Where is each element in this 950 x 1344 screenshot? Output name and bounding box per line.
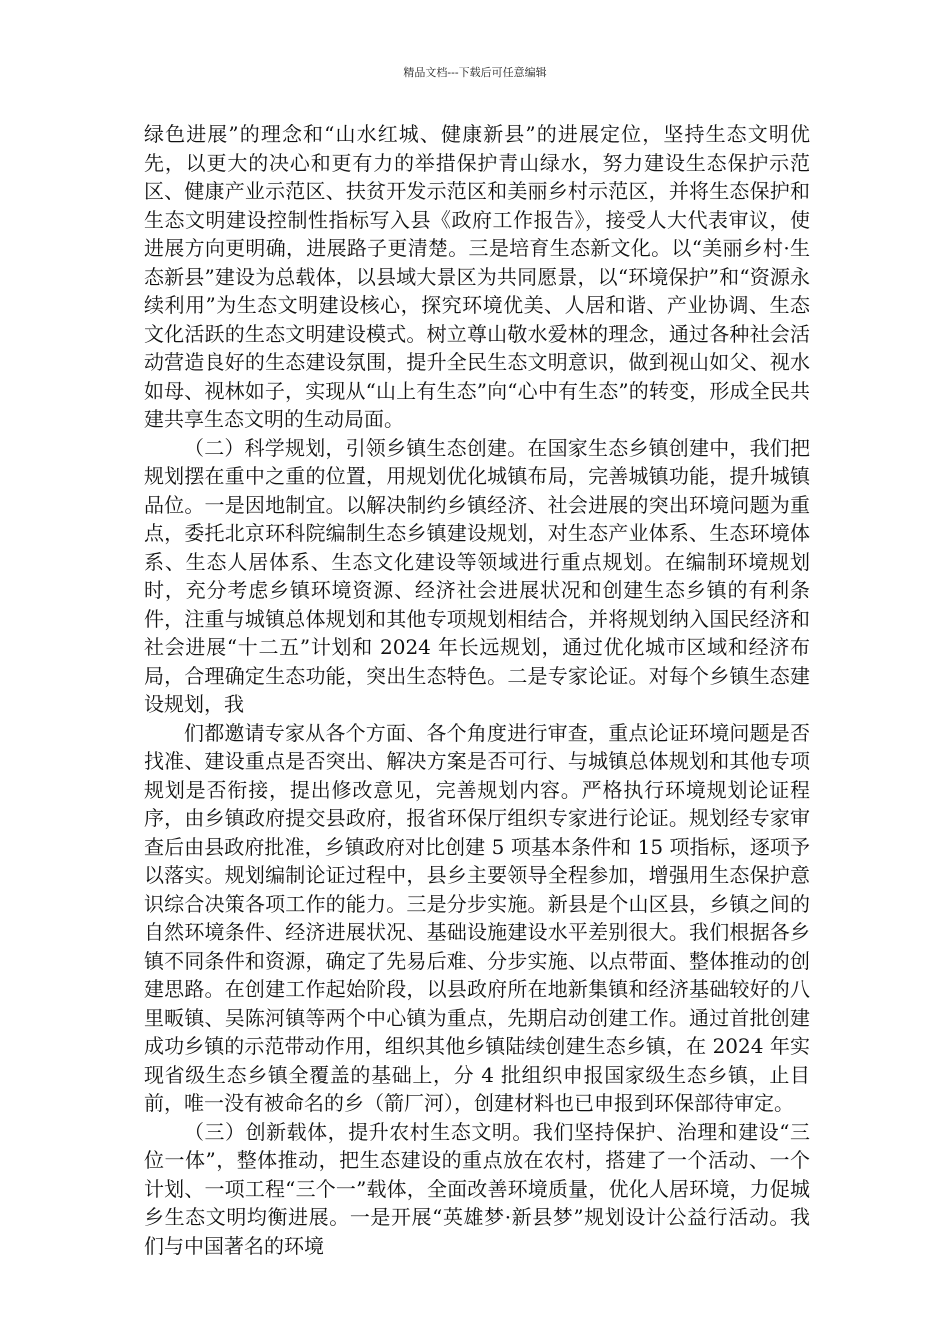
paragraph-2: （二）科学规划，引领乡镇生态创建。在国家生态乡镇创建中，我们把规划摆在重中之重的位置，用规划优化城镇布局，完善城镇功能，提升城镇品位。一是因地制宜。以解决制约乡镇经济、社会进展的突出环境问题为重点，委托北京环科院编制生态乡镇建设规划，对生态产业体系、生态环境体系、生态人居体系、生态文化建设等领域进行重点规划。在编制环境规划时，充分考虑乡镇环境资源、经济社会进展状况和创建生态乡镇的有利条件，注重与城镇总体规划和其他专项规划相结合，并将规划纳入国民经济和社会进展“十二五”计划和 2024 年长远规划，通过优化城市区域和经济布局，合理确定生态功能，突出生态特色。二是专家论证。对每个乡镇生态建设规划，我	[144, 435, 810, 716]
paragraph-4: （三）创新载体，提升农村生态文明。我们坚持保护、治理和建设“三位一体”，整体推动，把生态建设的重点放在农村，搭建了一个活动、一个计划、一项工程“三个一”载体，全面改善环境质量，优化人居环境，力促城乡生态文明均衡进展。一是开展“英雄梦·新县梦”规划设计公益行活动。我们与中国著名的环境	[144, 1119, 810, 1258]
document-body	[144, 120, 810, 1260]
paragraph-3: 们都邀请专家从各个方面、各个角度进行审查，重点论证环境问题是否找准、建设重点是否突出、解决方案是否可行、与城镇总体规划和其他专项规划是否衔接，提出修改意见，完善规划内容。严格执行环境规划论证程序，由乡镇政府提交县政府，报省环保厅组织专家进行论证。规划经专家审查后由县政府批准，乡镇政府对比创建 5 项基本条件和 15 项指标，逐项予以落实。规划编制论证过程中，县乡主要领导全程参加，增强用生态保护意识综合决策各项工作的能力。三是分步实施。新县是个山区县，乡镇之间的自然环境条件、经济进展状况、基础设施建设水平差别很大。我们根据各乡镇不同条件和资源，确定了先易后难、分步实施、以点带面、整体推动的创建思路。在创建工作起始阶段，以县政府所在地新集镇和经济基础较好的八里畈镇、吴陈河镇等两个中心镇为重点，先期启动创建工作。通过首批创建成功乡镇的示范带动作用，组织其他乡镇陆续创建生态乡镇，在 2024 年实现省级生态乡镇全覆盖的基础上，分 4 批组织申报国家级生态乡镇，止目前，唯一没有被命名的乡（箭厂河），创建材料也已申报到环保部待审定。	[144, 720, 810, 1115]
paragraph-1: 绿色进展”的理念和“山水红城、健康新县”的进展定位，坚持生态文明优先，以更大的决心和更有力的举措保护青山绿水，努力建设生态保护示范区、健康产业示范区、扶贫开发示范区和美丽乡村示范区，并将生态保护和生态文明建设控制性指标写入县《政府工作报告》，接受人大代表审议，使进展方向更明确，进展路子更清楚。三是培育生态新文化。以“美丽乡村·生态新县”建设为总载体，以县域大景区为共同愿景，以“环境保护”和“资源永续利用”为生态文明建设核心，探究环境优美、人居和谐、产业协调、生态文化活跃的生态文明建设模式。树立尊山敬水爱林的理念，通过各种社会活动营造良好的生态建设氛围，提升全民生态文明意识，做到视山如父、视水如母、视林如子，实现从“山上有生态”向“心中有生态”的转变，形成全民共建共享生态文明的生动局面。	[144, 122, 810, 431]
page-header: 精品文档---下载后可任意编辑	[403, 66, 547, 79]
